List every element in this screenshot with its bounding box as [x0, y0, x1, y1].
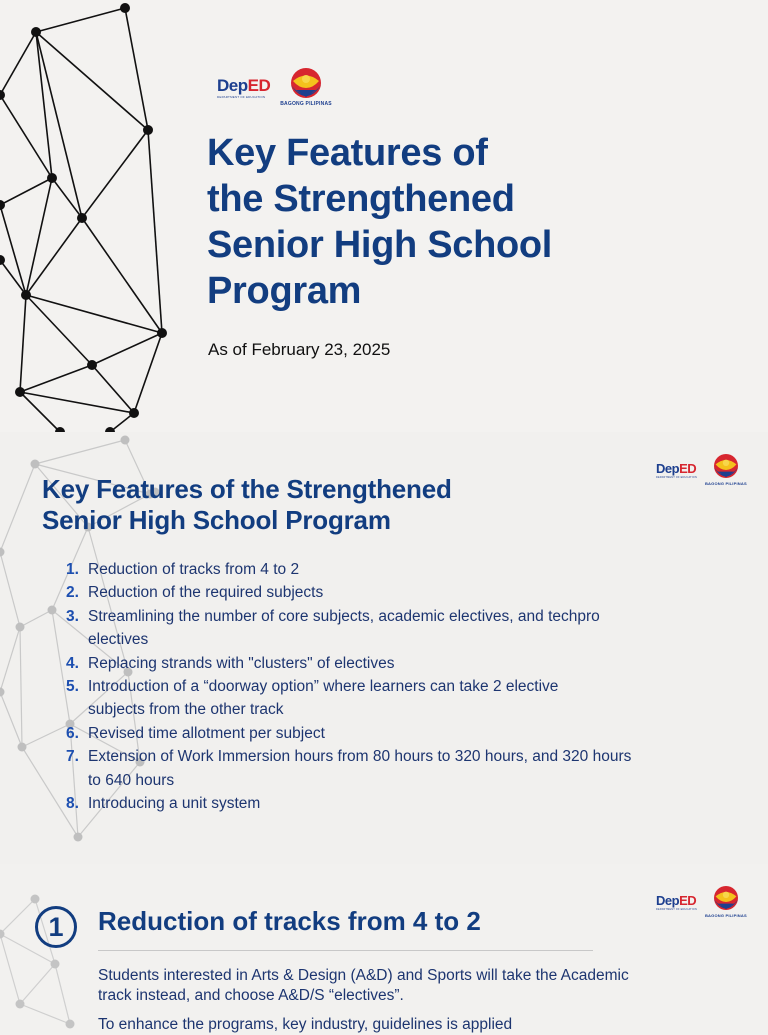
network-edge [0, 464, 35, 552]
network-node [51, 960, 60, 969]
network-node [74, 833, 83, 842]
network-edge [36, 8, 125, 32]
network-node [18, 743, 27, 752]
network-edge [20, 610, 52, 627]
network-node [16, 623, 25, 632]
logo-group [656, 884, 747, 918]
bagong-pilipinas-seal-icon [710, 452, 742, 480]
divider [98, 950, 593, 951]
network-edge [35, 440, 125, 464]
network-edge [82, 130, 148, 218]
section-body-continued: To enhance the programs, key industry, guidelines is applied [98, 1016, 513, 1033]
bagong-pilipinas-seal-icon [286, 66, 326, 100]
network-node [0, 90, 5, 100]
network-node [31, 460, 40, 469]
network-edge [134, 333, 162, 413]
page-title: Key Features of the Strengthened Senior High School Program [207, 132, 553, 312]
list-item: 6. Revised time allotment per subject [66, 724, 325, 742]
track-reduction-slide [0, 864, 768, 1033]
title-slide [0, 0, 768, 432]
network-edge [20, 1004, 70, 1024]
list-item: 8. Introducing a unit system [66, 795, 261, 813]
bagong-pilipinas-logo: BAGONG PILIPINAS [705, 884, 747, 918]
network-node [0, 688, 5, 697]
network-edge [22, 724, 70, 747]
network-edge [0, 205, 26, 295]
features-slide [0, 432, 768, 864]
network-edge [36, 32, 82, 218]
network-edge [148, 130, 162, 333]
section-title: Key Features of the Strengthened Senior High School Program [42, 474, 452, 535]
bagong-pilipinas-seal-icon [710, 884, 742, 912]
network-node [16, 1000, 25, 1009]
network-node [77, 213, 87, 223]
network-edge [0, 934, 20, 1004]
network-edge [20, 365, 92, 392]
network-edge [125, 8, 148, 130]
network-node [157, 328, 167, 338]
network-edge [0, 260, 26, 295]
network-edge [26, 295, 92, 365]
network-node [143, 125, 153, 135]
features-list [66, 558, 648, 815]
list-item: 3. Streamlining the number of core subjects, academic electives, and techpro electives [66, 607, 600, 649]
bagong-pilipinas-logo: BAGONG PILIPINAS [705, 452, 747, 486]
network-node [66, 1020, 75, 1029]
network-node [47, 173, 57, 183]
deped-logo: DepED DEPARTMENT OF EDUCATION [656, 461, 697, 479]
network-node [31, 27, 41, 37]
section-body: Students interested in Arts & Design (A&D) and Sports will take the Academic track instead, and choose A&D/S “electives”. [98, 967, 629, 1004]
deped-logo: DepED DEPARTMENT OF EDUCATION [217, 76, 271, 99]
network-edge [82, 218, 162, 333]
network-edge [20, 295, 26, 392]
logo-group [217, 66, 332, 107]
network-edge [0, 32, 36, 95]
network-node [120, 3, 130, 13]
network-node [31, 895, 40, 904]
network-edge [20, 964, 55, 1004]
network-edge [92, 333, 162, 365]
section-title: Reduction of tracks from 4 to 2 [98, 906, 481, 936]
network-node [21, 290, 31, 300]
network-node [87, 360, 97, 370]
deped-logo: DepED DEPARTMENT OF EDUCATION [656, 893, 697, 911]
logo-group [656, 452, 747, 486]
network-edge [20, 627, 22, 747]
network-node [0, 255, 5, 265]
list-item: 4. Replacing strands with "clusters" of electives [66, 654, 395, 672]
network-edge [0, 692, 22, 747]
network-edge [0, 552, 20, 627]
as-of-date: As of February 23, 2025 [208, 340, 391, 359]
network-node [48, 606, 57, 615]
list-item: 7. Extension of Work Immersion hours from 80 hours to 320 hours, and 320 hours to 640 hours [66, 748, 632, 789]
network-edge [55, 964, 70, 1024]
network-edge [36, 32, 148, 130]
network-decoration [0, 0, 200, 432]
network-node [129, 408, 139, 418]
network-edge [0, 178, 52, 205]
list-item: 5. Introduction of a “doorway option” where learners can take 2 elective subjects from the other track [66, 678, 559, 719]
list-item: 1. Reduction of tracks from 4 to 2 [66, 561, 300, 578]
network-edge [26, 295, 162, 333]
network-node [0, 200, 5, 210]
list-item: 2. Reduction of the required subjects [66, 584, 324, 602]
network-node [15, 387, 25, 397]
bagong-pilipinas-logo: BAGONG PILIPINAS [280, 66, 332, 107]
network-node [0, 548, 5, 557]
network-edge [0, 899, 35, 934]
network-edge [0, 627, 20, 692]
section-number-badge: 1 [35, 906, 77, 948]
network-node [121, 436, 130, 445]
